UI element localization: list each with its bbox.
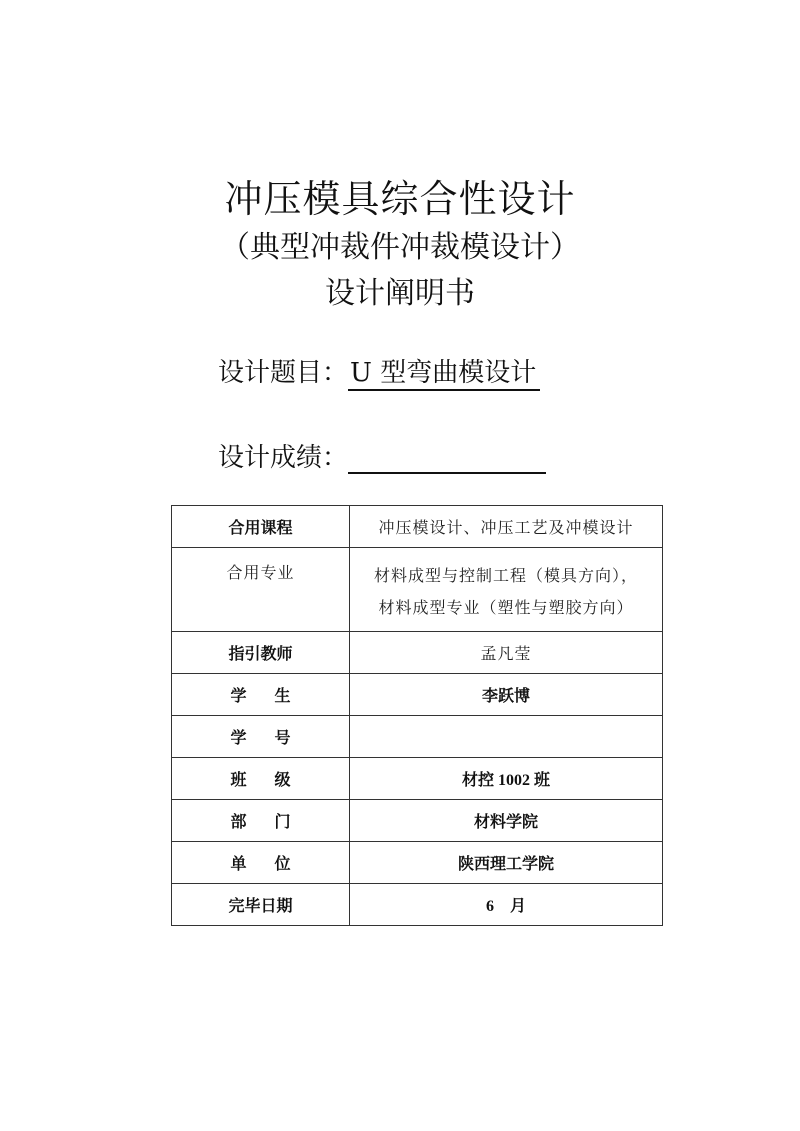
- table-row: [172, 506, 663, 548]
- document-type: 设计阐明书: [325, 276, 475, 311]
- grade-label: 设计成绩：: [218, 443, 349, 473]
- row-value-class: 材控 1002 班: [350, 758, 663, 800]
- document-title: 冲压模具综合性设计: [224, 177, 576, 221]
- table-row: [172, 758, 663, 800]
- table-row: [172, 716, 663, 758]
- row-label-date: 完毕日期: [172, 884, 350, 926]
- row-label-department: 部门: [172, 800, 350, 842]
- topic-label: 设计题目：: [218, 358, 349, 388]
- grade-blank-line: [348, 444, 546, 474]
- table-row: [172, 800, 663, 842]
- row-label-student-id: 学号: [172, 716, 350, 758]
- row-label-student: 学生: [172, 674, 350, 716]
- row-label-class: 班级: [172, 758, 350, 800]
- row-label-teacher: 指引教师: [172, 632, 350, 674]
- table-row: [172, 842, 663, 884]
- row-label-course: 合用课程: [172, 506, 350, 548]
- table-row: [172, 674, 663, 716]
- topic-value: U 型弯曲模设计: [348, 352, 540, 391]
- row-value-major: [350, 548, 663, 632]
- table-row: [172, 548, 663, 632]
- table-row: [172, 884, 663, 926]
- row-value-student: 李跃博: [350, 674, 663, 716]
- row-value-date: 6 月: [350, 884, 663, 926]
- row-label-major: 合用专业: [172, 548, 350, 632]
- major-line-1: 材料成型与控制工程（模具方向），: [373, 565, 638, 585]
- table-row: [172, 632, 663, 674]
- row-value-course: 冲压模设计、冲压工艺及冲模设计: [350, 506, 663, 548]
- grade-field: [218, 437, 546, 474]
- row-value-department: 材料学院: [350, 800, 663, 842]
- major-line-2: 材料成型专业（塑性与塑胶方向）: [378, 597, 634, 617]
- topic-field: [218, 352, 540, 391]
- row-value-unit: 陕西理工学院: [350, 842, 663, 884]
- row-value-teacher: 孟凡莹: [350, 632, 663, 674]
- row-value-student-id: [350, 716, 663, 758]
- info-table: [171, 505, 663, 926]
- row-label-unit: 单位: [172, 842, 350, 884]
- document-subtitle: （典型冲裁件冲裁模设计）: [220, 230, 580, 265]
